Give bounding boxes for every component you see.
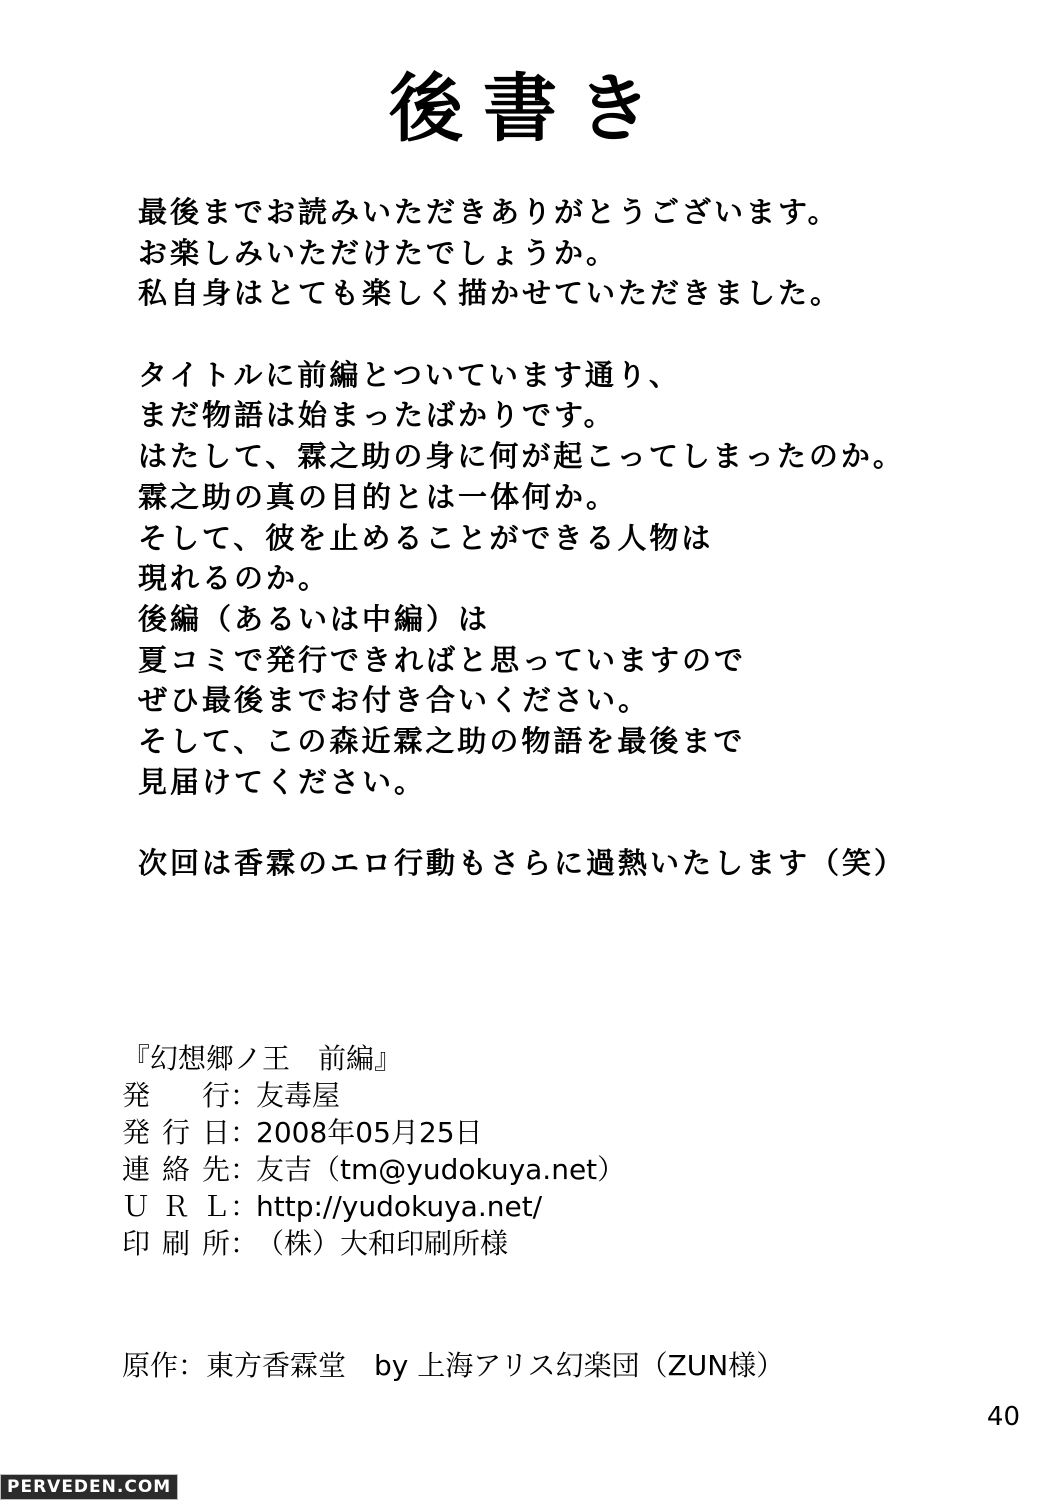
body-line: そして、この森近霖之助の物語を最後まで [138, 723, 746, 758]
separator: ： [230, 1153, 259, 1186]
body-line: 現れるのか。 [138, 561, 331, 596]
body-line: はたして、霖之助の身に何が起こってしまったのか。 [138, 439, 905, 474]
date-value: 2008年05月25日 [256, 1116, 483, 1149]
watermark-logo: PERVEDEN.COM [0, 1474, 178, 1500]
body-line: ぜひ最後までお付き合いください。 [138, 683, 651, 718]
body-line: 私自身はとても楽しく描かせていただきました。 [138, 276, 843, 311]
contact-value: 友吉（tm@yudokuya.net） [256, 1153, 626, 1186]
body-line: 最後までお読みいただきありがとうございます。 [138, 195, 840, 229]
colophon-date [122, 1114, 1022, 1151]
colophon [122, 1040, 1022, 1262]
body-line: 夏コミで発行できればと思っていますので [138, 642, 747, 677]
colophon-printer [122, 1225, 1022, 1262]
separator: ： [230, 1116, 259, 1149]
body-line: 霖之助の真の目的とは一体何か。 [138, 479, 619, 514]
body-line: お楽しみいただけたでしょうか。 [138, 235, 619, 270]
url-label: ＵＲＬ [122, 1190, 230, 1223]
body-line: まだ物語は始まったばかりです。 [138, 398, 616, 433]
separator: ： [230, 1227, 259, 1260]
body-line: 見届けてください。 [138, 764, 427, 799]
body-line: そして、彼を止めることができる人物は [138, 520, 714, 555]
body-line: タイトルに前編とついています通り、 [138, 357, 681, 392]
separator: ： [230, 1190, 259, 1223]
original-work-credit: 原作：東方香霖堂 by 上海アリス幻楽団（ZUN様） [122, 1349, 785, 1382]
separator: ： [230, 1079, 259, 1112]
afterword-body [138, 192, 1018, 884]
publisher-value: 友毒屋 [256, 1079, 341, 1112]
page-number: 40 [986, 1402, 1020, 1432]
colophon-publisher [122, 1077, 1022, 1114]
printer-value: （株）大和印刷所様 [256, 1227, 509, 1260]
colophon-url [122, 1188, 1022, 1225]
colophon-contact [122, 1151, 1022, 1188]
url-value: http://yudokuya.net/ [256, 1190, 543, 1223]
body-line: 次回は香霖のエロ行動もさらに過熱いたします（笑） [138, 846, 907, 880]
printer-label: 印刷所 [122, 1227, 230, 1260]
contact-label: 連絡先 [122, 1153, 230, 1186]
publisher-label: 発行 [122, 1079, 230, 1112]
page-title: 後書き [389, 66, 671, 152]
body-line: 後編（あるいは中編）は [138, 601, 491, 636]
date-label: 発行日 [122, 1116, 230, 1149]
book-title: 『幻想郷ノ王 前編』 [122, 1042, 403, 1075]
